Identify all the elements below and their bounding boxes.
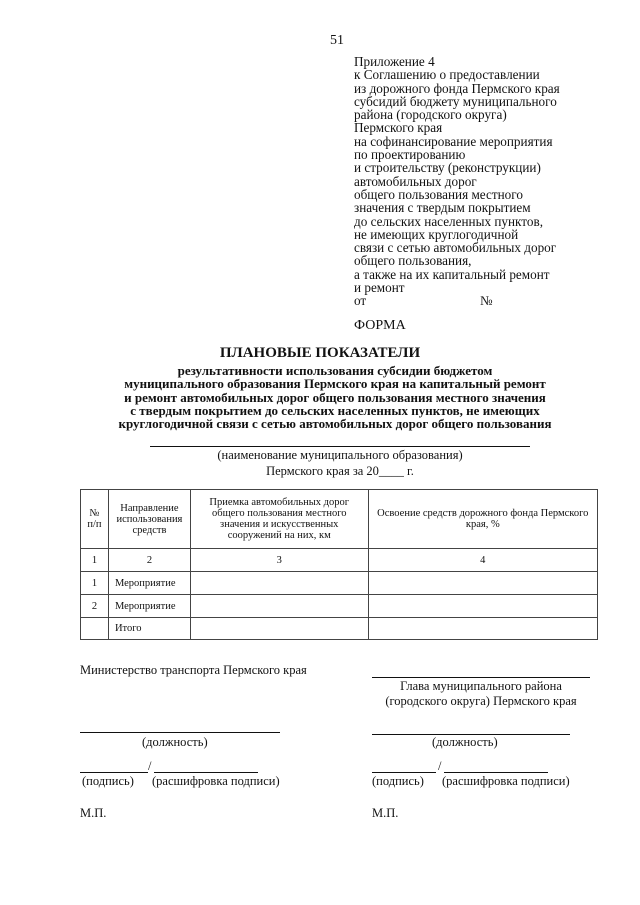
row-spending-cell[interactable] <box>368 595 597 618</box>
head-label-line1: Глава муниципального района <box>400 679 562 693</box>
page-subtitle <box>70 364 600 430</box>
column-number: 4 <box>368 549 597 572</box>
left-decoding-line[interactable] <box>154 772 258 773</box>
appendix-line: Пермского края <box>354 120 443 136</box>
ministry-label: Министерство транспорта Пермского края <box>80 663 307 677</box>
page-number: 51 <box>330 33 344 48</box>
left-signature-caption: (подпись) <box>82 774 134 788</box>
header-num: № п/п <box>81 490 109 549</box>
appendix-line: автомобильных дорог <box>354 173 477 189</box>
number-label: № <box>480 293 493 309</box>
row-direction: Мероприятие <box>108 595 190 618</box>
table-row <box>81 595 598 618</box>
appendix-line: связи с сетью автомобильных дорог <box>354 240 557 256</box>
appendix-line: на софинансирование мероприятия <box>354 133 553 149</box>
left-stamp: М.П. <box>80 806 107 820</box>
head-label-line2: (городского округа) Пермского края <box>385 694 577 708</box>
appendix-line: значения с твердым покрытием <box>354 200 531 216</box>
total-num-cell <box>81 618 109 640</box>
appendix-line: по проектированию <box>354 147 466 163</box>
table-row <box>81 572 598 595</box>
row-spending-cell[interactable] <box>368 572 597 595</box>
appendix-line: а также на их капитальный ремонт <box>354 266 550 282</box>
row-acceptance-cell[interactable] <box>190 595 368 618</box>
total-label: Итого <box>108 618 190 640</box>
indicators-table <box>80 489 598 640</box>
subtitle-line: муниципального образования Пермского края на капитальный ремонт <box>124 376 546 392</box>
municipality-name-line <box>150 446 530 447</box>
row-num: 2 <box>81 595 109 618</box>
right-slash: / <box>438 759 442 773</box>
appendix-line: к Соглашению о предоставлении <box>354 67 540 83</box>
municipality-caption: (наименование муниципального образования) <box>217 448 463 462</box>
column-number-row <box>81 549 598 572</box>
subtitle-line: круглогодичной связи с сетью автомобильных дорог общего пользования <box>118 416 552 432</box>
header-spending: Освоение средств дорожного фонда Пермского края, % <box>368 490 597 549</box>
column-number: 2 <box>108 549 190 572</box>
subtitle-line: с твердым покрытием до сельских населенных пунктов, не имеющих <box>130 402 540 418</box>
row-acceptance-cell[interactable] <box>190 572 368 595</box>
right-org-line <box>372 677 590 678</box>
right-signature-caption: (подпись) <box>372 774 424 788</box>
form-label: ФОРМА <box>354 318 406 333</box>
appendix-line: района (городского округа) <box>354 107 507 123</box>
from-label: от <box>354 293 367 309</box>
appendix-line: до сельских населенных пунктов, <box>354 213 543 229</box>
table-total-row <box>81 618 598 640</box>
row-num: 1 <box>81 572 109 595</box>
subtitle-line: и ремонт автомобильных дорог общего пользования местного значения <box>124 389 546 405</box>
subtitle-line: результативности использования субсидии бюджетом <box>177 363 493 378</box>
total-spending-cell[interactable] <box>368 618 597 640</box>
right-stamp: М.П. <box>372 806 399 820</box>
header-direction: Направление использования средств <box>108 490 190 549</box>
right-decoding-caption: (расшифровка подписи) <box>442 774 570 788</box>
appendix-line: и ремонт <box>354 280 405 296</box>
left-position-caption: (должность) <box>142 735 208 749</box>
appendix-line: общего пользования, <box>354 253 472 269</box>
appendix-date-number-line <box>354 294 640 307</box>
column-number: 3 <box>190 549 368 572</box>
left-signature-line[interactable] <box>80 772 148 773</box>
right-decoding-line[interactable] <box>444 772 548 773</box>
appendix-line: не имеющих круглогодичной <box>354 226 519 242</box>
year-line: Пермского края за 20____ г. <box>266 464 414 478</box>
page-title: ПЛАНОВЫЕ ПОКАЗАТЕЛИ <box>219 345 421 361</box>
left-decoding-caption: (расшифровка подписи) <box>152 774 280 788</box>
right-position-caption: (должность) <box>432 735 498 749</box>
appendix-line: общего пользования местного <box>354 186 523 202</box>
left-slash: / <box>148 759 152 773</box>
appendix-line: субсидий бюджету муниципального <box>354 93 557 109</box>
row-direction: Мероприятие <box>108 572 190 595</box>
left-position-line[interactable] <box>80 732 280 733</box>
column-number: 1 <box>81 549 109 572</box>
appendix-line: Приложение 4 <box>354 54 435 69</box>
appendix-line: из дорожного фонда Пермского края <box>354 80 560 96</box>
appendix-line: и строительству (реконструкции) <box>354 160 541 176</box>
header-acceptance: Приемка автомобильных дорог общего пользования местного значения и искусственных сооружений на них, км <box>190 490 368 549</box>
right-signature-line[interactable] <box>372 772 436 773</box>
table-header-row <box>81 490 598 549</box>
appendix-block <box>354 55 640 308</box>
total-acceptance-cell[interactable] <box>190 618 368 640</box>
